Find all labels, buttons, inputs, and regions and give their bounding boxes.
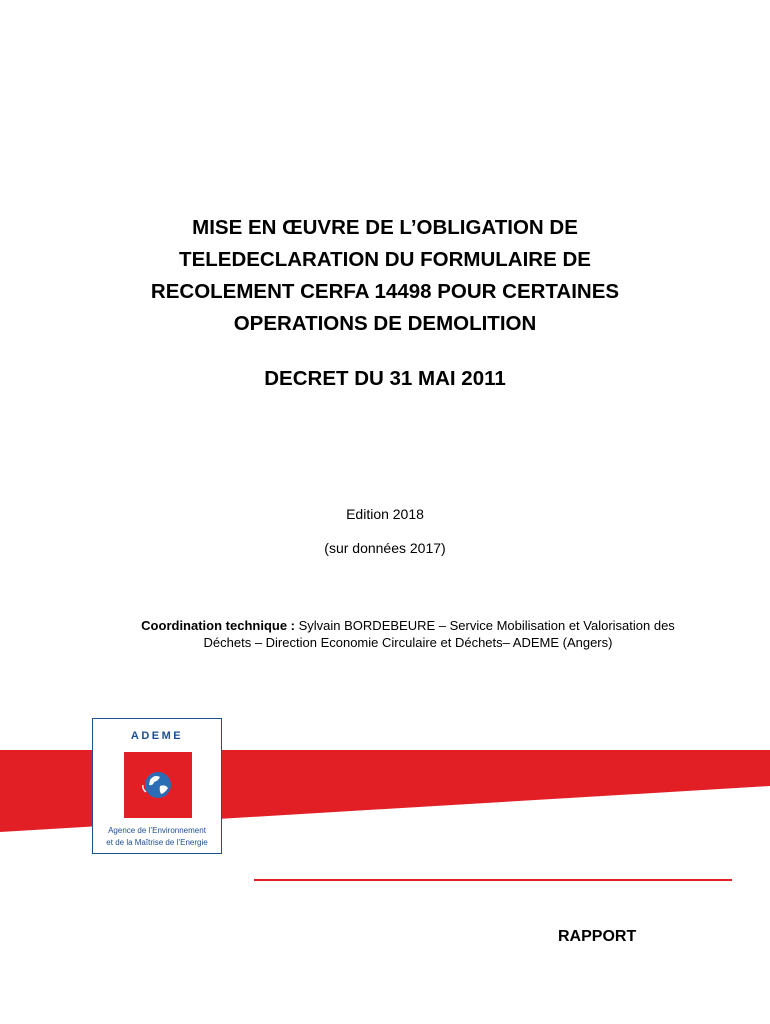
edition-text: Edition 2018	[346, 506, 424, 522]
logo-tagline	[93, 825, 221, 849]
data-basis-text: (sur données 2017)	[324, 540, 446, 556]
red-divider-rule	[254, 879, 732, 881]
coordination-text-1: Sylvain BORDEBEURE – Service Mobilisation et Valorisation des	[295, 618, 675, 633]
title-line: OPERATIONS DE DEMOLITION	[233, 312, 537, 335]
logo-wordmark: ADEME	[130, 730, 184, 742]
logo-tagline-line-2: et de la Maîtrise de l’Energie	[106, 838, 208, 847]
coordination-line-2: Déchets – Direction Economie Circulaire et Déchets– ADEME (Angers)	[203, 635, 613, 650]
title-line: RECOLEMENT CERFA 14498 POUR CERTAINES	[150, 280, 620, 303]
logo-red-square	[124, 752, 192, 818]
coordination-label: Coordination technique :	[141, 618, 295, 633]
decree-heading: DECRET DU 31 MAI 2011	[264, 367, 506, 390]
logo-tagline-line-1: Agence de l’Environnement	[108, 826, 206, 835]
report-label: RAPPORT	[558, 928, 637, 945]
title-line: MISE EN ŒUVRE DE L’OBLIGATION DE	[192, 216, 578, 239]
title-line: TELEDECLARATION DU FORMULAIRE DE	[179, 248, 591, 271]
ademe-logo	[92, 718, 222, 854]
globe-icon	[124, 752, 192, 818]
